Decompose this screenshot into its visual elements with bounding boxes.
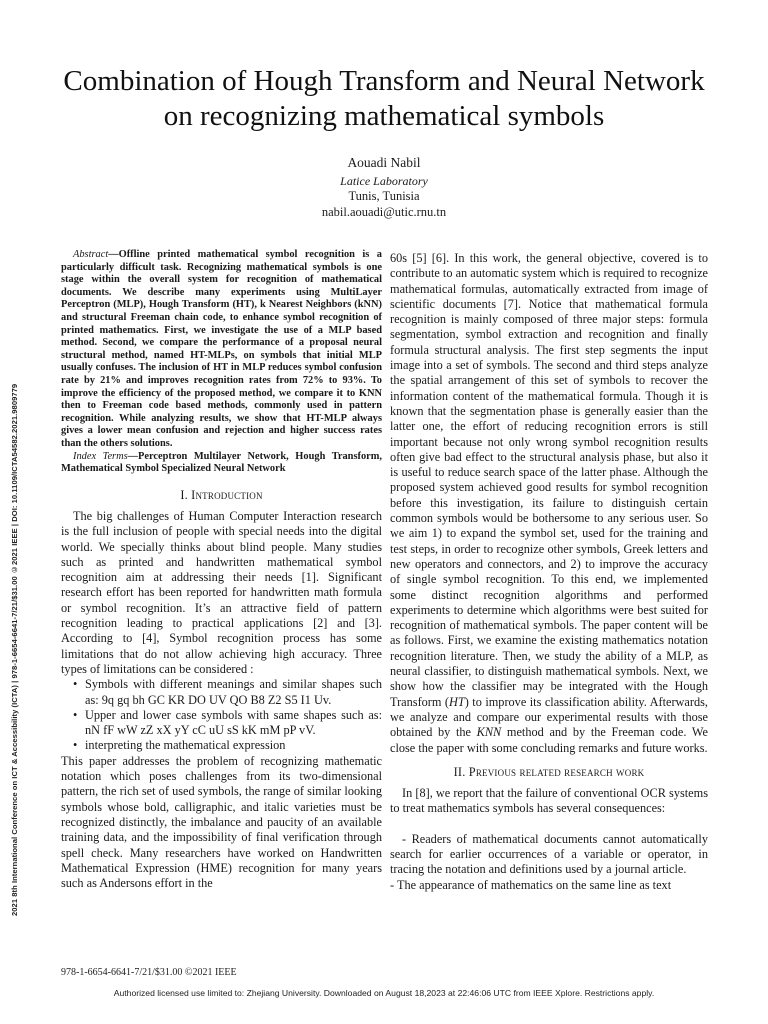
list-item: • Upper and lower case symbols with same shapes such as: nN fF wW zZ xX yY cC uU sS kK mM pP vV. <box>85 708 382 739</box>
author-email: nabil.aouadi@utic.rnu.tn <box>321 204 447 219</box>
section-heading-related-work: II. Previous related research work <box>453 764 645 779</box>
index-terms-lead: Index Terms <box>73 450 128 462</box>
limitations-list <box>61 677 382 753</box>
index-terms <box>61 451 382 476</box>
author-location: Tunis, Tunisia <box>348 189 420 203</box>
copyright-footer: 978-1-6654-6641-7/21/$31.00 ©2021 IEEE <box>61 967 237 978</box>
text-run: 60s [5] [6]. In this work, the general objective, covered is to contribute to an automatic system which is required to recognize mathematical formulas, automatically extracted from image of scientific documents [7]. Notice that mathematical formula recognition is mainly composed of three major steps: formula segmentation, symbol extraction and recognition and finally formula structural analysis. The first step segments the input image into a set of symbols. The second and third steps analyze the spatial arrangement of this set of symbols to recover the information content of the mathematical formula. Though it is known that the segmentation phase is generally easier than the latter one, the effort of reducing recognition errors is still important because not only wrong symbol recognition results often give bad effect to the structural analysis phase, but also it is useful to reduce search space of the latter phase. Although the proposed system achieved good results for symbol recognition before this investigation, its failure to distinguish certain common symbols would be bothersome to any serious user. So we aim 1) to expand the symbol set, used for the training and test steps, in order to recognize other symbols, Greek letters and new operators and connectors, and 2) to improve the accuracy of single symbol recognition. To this end, we implemented some distinct recognition algorithms and performed experiments to determine which algorithms were best suited for recognition of mathematical symbols. The paper content will be as follows. First, we examine the existing mathematics notation recognition literature. Then, we study the ability of a MLP, as neural classifier, to distinguish mathematical symbols. Next, we show how the classifier may be integrated with the Hough Transform ( <box>390 251 708 709</box>
abstract-lead: Abstract <box>73 249 109 260</box>
text-run: method and by the Freeman code. We close the paper with some concluding remarks and future works. <box>390 725 708 755</box>
math-ht: HT <box>449 694 465 709</box>
intro-paragraph-1: The big challenges of Human Computer Interaction research is the full inclusion of people with special needs into the digital world. We specially thinks about blind people. Many studies such as printed and handwritten mathematical symbol recognition aim at addressing their needs [1]. Significant research effort has been reported for handwritten math formula or symbol recognition. It’s an attractive field of pattern recognition leading to practical applications [2] and [3]. According to [4], Symbol recognition process has some limitations that do not allow achieving high accuracy. Three types of limitations can be considered : <box>61 508 382 676</box>
author-affiliation: Latice Laboratory <box>340 173 428 188</box>
left-column <box>61 249 382 891</box>
related-item-1: - Readers of mathematical documents cannot automatically search for earlier occurrences of a variable or operator, in tracing the notation and definitions used by a journal article. <box>390 831 708 877</box>
author-name: Aouadi Nabil <box>347 155 421 170</box>
text-run: ) to improve its classification ability. Afterwards, we analyze and compare our experimental results with those obtained by the <box>390 694 708 740</box>
intro-paragraph-2: This paper addresses the problem of recognizing mathematic notation which poses challenges from its two-dimensional pattern, the rich set of used symbols, the range of similar looking symbols whose bold, calligraphic, and italic varieties must be recognized distinctly, the imbalance and paucity of an available training data, and the impossibility of final verification through spell check. Many researchers have worked on Handwritten Mathematical Expression (HME) recognition for many years such as Andersons effort in the <box>61 753 382 891</box>
math-knn: KNN <box>476 725 502 740</box>
paper-title: Combination of Hough Transform and Neural Network on recognizing mathematical symbols <box>63 65 705 132</box>
right-column <box>390 251 708 893</box>
license-footer: Authorized licensed use limited to: Zhejiang University. Downloaded on August 18,2023 at 22:46:06 UTC from IEEE Xplore. Restrictions apply. <box>113 988 655 998</box>
list-item: • interpreting the mathematical expression <box>85 738 382 753</box>
list-item: • Symbols with different meanings and similar shapes such as: 9q gq bh GC KR DO UV QO B8 Z2 S5 I1 Uv. <box>85 677 382 708</box>
index-terms-text: —Perceptron Multilayer Network, Hough Transform, Mathematical Symbol Specialized Neural Network <box>61 450 383 475</box>
abstract <box>61 249 382 451</box>
conference-banner: 2021 8th International Conference on ICT & Accessibility (ICTA) | 978-1-6654-6641-7/21/$31.00 ©2021 IEEE | DOI: 10.1109/ICTA54582.2021.9809779 <box>10 383 19 917</box>
section-heading-introduction: I. Introduction <box>180 487 263 502</box>
related-paragraph-1: In [8], we report that the failure of conventional OCR systems to treat mathematics symbols has several consequences: <box>390 786 708 816</box>
abstract-text: —Offline printed mathematical symbol recognition is a particularly difficult task. Recognizing mathematical symbols is one stage within the overall system for recognition of mathematical documents. We describe many experiments using MultiLayer Perceptron (MLP), Hough Transform (HT), k Nearest Neighbors (kNN) and structural Freeman chain code, to enhance symbol recognition of printed mathematics. First, we investigate the use of a MLP based method. Second, we compare the performance of a proposal neural structural method, named HT-MLPs, on symbols that initial MLP usually confuses. The inclusion of HT in MLP reduces symbol confusion rate by 21% and improves recognition rates from 72% to 93%. To improve the efficiency of the proposed method, we compare it to KNN then to Freeman code based methods, commonly used in pattern recognition. While analyzing results, we show that HT-MLP always gives a lower mean confusion and rejection and higher success rates than the others solutions. <box>61 249 382 449</box>
author-block <box>234 155 534 220</box>
related-item-2: - The appearance of mathematics on the same line as text <box>390 877 672 892</box>
intro-paragraph-3 <box>390 251 708 756</box>
